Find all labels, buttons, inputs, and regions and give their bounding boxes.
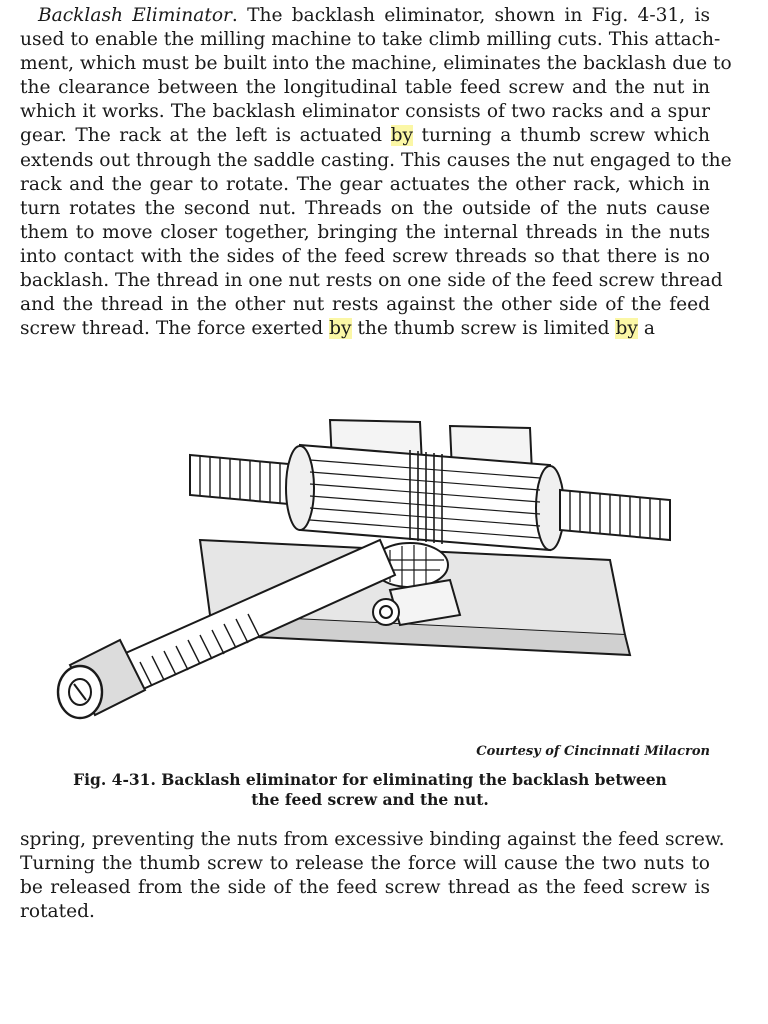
text-run: extends out through the saddle casting. This causes the nut engaged to the [20,149,732,171]
text-line [20,828,725,852]
text-line [20,173,710,197]
italic-heading: Backlash Eliminator [38,5,232,26]
text-run: ment, which must be built into the machine, eliminates the backlash due to [20,53,732,75]
text-line [20,269,723,293]
text-run: screw thread. The force exerted [20,318,330,340]
text-run: a [637,318,655,340]
text-line [20,100,710,124]
text-line [20,245,710,269]
text-line [20,876,710,900]
text-run: and the thread in the other nut rests against the other side of the feed [20,294,710,316]
text-run: which it works. The backlash eliminator consists of two racks and a spur [20,101,710,123]
text-line [20,4,710,28]
text-line [20,197,710,221]
text-line [20,221,710,245]
paragraph-bottom [20,828,725,924]
text-run: rack and the gear to rotate. The gear actuates the other rack, which in [20,173,710,195]
highlighted-word: by [615,318,638,340]
highlighted-word: by [329,318,352,340]
highlighted-word: by [390,125,413,147]
text-line [20,852,710,876]
feed-screw-right [560,490,670,540]
text-line [20,28,721,52]
text-run: backlash. The thread in one nut rests on one side of the feed screw thread [20,270,723,292]
text-run: . The backlash eliminator, shown in Fig. 4-31, is [231,5,710,26]
text-run: used to enable the milling machine to take climb milling cuts. This attach- [20,29,721,51]
text-run: turn rotates the second nut. Threads on the outside of the nuts cause [20,197,710,219]
figure-caption [60,770,680,810]
text-run: Turning the thumb screw to release the force will cause the two nuts to [20,853,710,875]
feed-screw-left [190,455,300,505]
text-line [20,52,732,76]
text-run: the clearance between the longitudinal table feed screw and the nut in [20,77,710,99]
caption-line: the feed screw and the nut. [251,790,489,809]
text-line [20,149,732,173]
text-run: gear. The rack at the left is actuated [20,125,391,147]
text-run: into contact with the sides of the feed screw threads so that there is no [20,245,710,267]
text-line [20,317,710,341]
text-run: them to move closer together, bringing the internal threads in the nuts [20,221,710,243]
text-line [20,293,710,317]
backlash-eliminator-illustration [50,400,700,730]
text-line [20,900,710,924]
text-run: turning a thumb screw which [412,125,711,147]
text-run: rotated. [20,901,95,923]
paragraph-top [20,4,732,341]
caption-line: Fig. 4-31. Backlash eliminator for eliminating the backlash between [73,770,667,789]
text-line [20,76,710,100]
text-run: the thumb screw is limited [351,318,616,340]
text-run: spring, preventing the nuts from excessive binding against the feed screw. [20,829,725,850]
text-run: be released from the side of the feed screw thread as the feed screw is [20,877,710,899]
text-line [20,124,710,148]
figure-credit: Courtesy of Cincinnati Milacron [476,744,710,759]
